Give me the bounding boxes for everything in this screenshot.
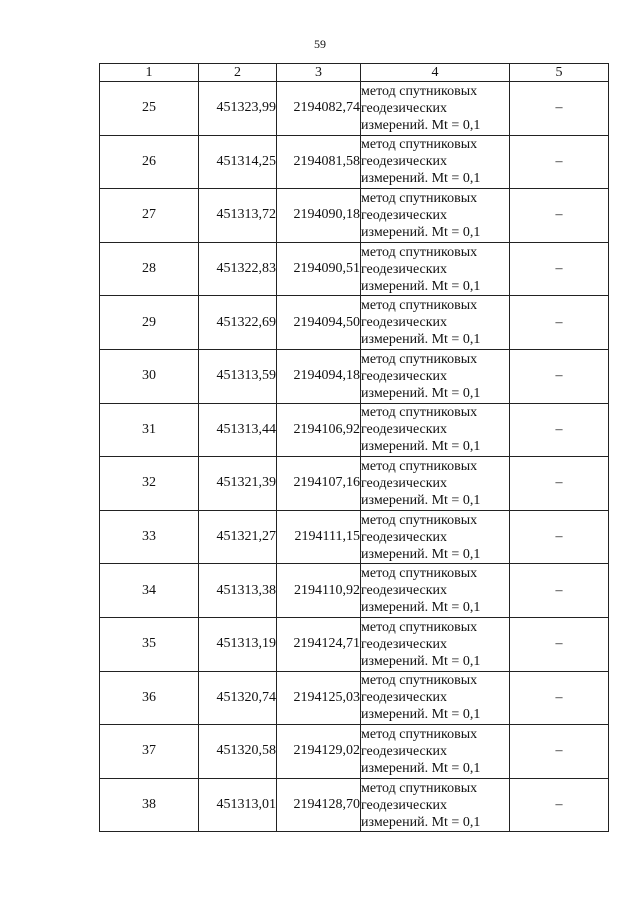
coordinate-x: 451322,69 bbox=[199, 296, 277, 350]
table-row bbox=[100, 82, 609, 136]
coordinate-y: 2194090,51 bbox=[277, 242, 361, 296]
method-line-3: измерений. Mt = 0,1 bbox=[361, 385, 481, 401]
method-line-1: метод спутниковых bbox=[361, 137, 478, 153]
method-cell bbox=[361, 296, 510, 350]
method-line-3: измерений. Mt = 0,1 bbox=[361, 117, 481, 133]
method-line-1: метод спутниковых bbox=[361, 458, 478, 474]
method-line-3: измерений. Mt = 0,1 bbox=[361, 707, 481, 723]
coordinate-x: 451321,39 bbox=[199, 457, 277, 511]
method-line-2: геодезических bbox=[361, 315, 448, 331]
method-cell bbox=[361, 725, 510, 779]
column-5-dash: – bbox=[510, 242, 609, 296]
method-line-3: измерений. Mt = 0,1 bbox=[361, 600, 481, 616]
table-row bbox=[100, 457, 609, 511]
table-row bbox=[100, 564, 609, 618]
method-line-2: геодезических bbox=[361, 475, 448, 491]
point-number: 26 bbox=[100, 135, 199, 189]
point-number: 34 bbox=[100, 564, 199, 618]
column-5-dash: – bbox=[510, 349, 609, 403]
coordinate-x: 451313,38 bbox=[199, 564, 277, 618]
method-line-1: метод спутниковых bbox=[361, 512, 478, 528]
method-line-1: метод спутниковых bbox=[361, 726, 478, 742]
method-line-2: геодезических bbox=[361, 368, 448, 384]
coordinate-x: 451323,99 bbox=[199, 82, 277, 136]
column-header-5: 5 bbox=[510, 64, 609, 82]
method-line-2: геодезических bbox=[361, 100, 448, 116]
point-number: 27 bbox=[100, 189, 199, 243]
column-5-dash: – bbox=[510, 82, 609, 136]
coordinate-y: 2194110,92 bbox=[277, 564, 361, 618]
method-line-1: метод спутниковых bbox=[361, 190, 478, 206]
table-row bbox=[100, 189, 609, 243]
method-line-1: метод спутниковых bbox=[361, 673, 478, 689]
method-cell bbox=[361, 135, 510, 189]
method-line-3: измерений. Mt = 0,1 bbox=[361, 653, 481, 669]
column-5-dash: – bbox=[510, 725, 609, 779]
coordinates-table bbox=[99, 63, 609, 832]
column-header-3: 3 bbox=[277, 64, 361, 82]
method-cell bbox=[361, 82, 510, 136]
column-5-dash: – bbox=[510, 403, 609, 457]
method-line-3: измерений. Mt = 0,1 bbox=[361, 814, 481, 830]
method-line-3: измерений. Mt = 0,1 bbox=[361, 439, 481, 455]
table-row bbox=[100, 242, 609, 296]
column-5-dash: – bbox=[510, 189, 609, 243]
point-number: 38 bbox=[100, 778, 199, 832]
method-cell bbox=[361, 403, 510, 457]
method-line-3: измерений. Mt = 0,1 bbox=[361, 332, 481, 348]
coordinate-x: 451313,59 bbox=[199, 349, 277, 403]
coordinate-x: 451320,74 bbox=[199, 671, 277, 725]
column-5-dash: – bbox=[510, 564, 609, 618]
coordinate-x: 451313,19 bbox=[199, 617, 277, 671]
point-number: 31 bbox=[100, 403, 199, 457]
coordinate-y: 2194094,50 bbox=[277, 296, 361, 350]
method-line-1: метод спутниковых bbox=[361, 83, 478, 99]
column-header-2: 2 bbox=[199, 64, 277, 82]
table-header-row bbox=[100, 64, 609, 82]
coordinate-x: 451320,58 bbox=[199, 725, 277, 779]
method-cell bbox=[361, 510, 510, 564]
method-cell bbox=[361, 457, 510, 511]
method-cell bbox=[361, 778, 510, 832]
column-5-dash: – bbox=[510, 510, 609, 564]
coordinate-y: 2194125,03 bbox=[277, 671, 361, 725]
column-5-dash: – bbox=[510, 617, 609, 671]
method-cell bbox=[361, 617, 510, 671]
coordinate-y: 2194106,92 bbox=[277, 403, 361, 457]
column-5-dash: – bbox=[510, 671, 609, 725]
column-header-4: 4 bbox=[361, 64, 510, 82]
method-line-2: геодезических bbox=[361, 797, 448, 813]
point-number: 25 bbox=[100, 82, 199, 136]
table-row bbox=[100, 510, 609, 564]
point-number: 33 bbox=[100, 510, 199, 564]
table-row bbox=[100, 617, 609, 671]
table-row bbox=[100, 296, 609, 350]
method-line-1: метод спутниковых bbox=[361, 405, 478, 421]
column-5-dash: – bbox=[510, 778, 609, 832]
method-line-2: геодезических bbox=[361, 636, 448, 652]
table-body bbox=[100, 82, 609, 832]
coordinate-x: 451313,72 bbox=[199, 189, 277, 243]
point-number: 28 bbox=[100, 242, 199, 296]
coordinate-y: 2194129,02 bbox=[277, 725, 361, 779]
column-header-1: 1 bbox=[100, 64, 199, 82]
table-row bbox=[100, 778, 609, 832]
coordinate-y: 2194082,74 bbox=[277, 82, 361, 136]
method-line-3: измерений. Mt = 0,1 bbox=[361, 171, 481, 187]
coordinate-y: 2194094,18 bbox=[277, 349, 361, 403]
column-5-dash: – bbox=[510, 135, 609, 189]
method-line-3: измерений. Mt = 0,1 bbox=[361, 278, 481, 294]
method-line-1: метод спутниковых bbox=[361, 298, 478, 314]
coordinate-y: 2194128,70 bbox=[277, 778, 361, 832]
coordinate-x: 451314,25 bbox=[199, 135, 277, 189]
coordinate-x: 451321,27 bbox=[199, 510, 277, 564]
method-line-1: метод спутниковых bbox=[361, 780, 478, 796]
point-number: 32 bbox=[100, 457, 199, 511]
coordinate-x: 451313,01 bbox=[199, 778, 277, 832]
coordinate-y: 2194090,18 bbox=[277, 189, 361, 243]
point-number: 36 bbox=[100, 671, 199, 725]
method-cell bbox=[361, 564, 510, 618]
method-line-3: измерений. Mt = 0,1 bbox=[361, 492, 481, 508]
method-cell bbox=[361, 349, 510, 403]
point-number: 30 bbox=[100, 349, 199, 403]
coordinate-y: 2194081,58 bbox=[277, 135, 361, 189]
method-line-2: геодезических bbox=[361, 583, 448, 599]
method-line-2: геодезических bbox=[361, 529, 448, 545]
point-number: 29 bbox=[100, 296, 199, 350]
point-number: 35 bbox=[100, 617, 199, 671]
method-line-1: метод спутниковых bbox=[361, 619, 478, 635]
method-line-2: геодезических bbox=[361, 261, 448, 277]
table-row bbox=[100, 671, 609, 725]
method-cell bbox=[361, 671, 510, 725]
coordinate-y: 2194107,16 bbox=[277, 457, 361, 511]
method-line-1: метод спутниковых bbox=[361, 566, 478, 582]
method-line-2: геодезических bbox=[361, 690, 448, 706]
method-line-3: измерений. Mt = 0,1 bbox=[361, 224, 481, 240]
coordinate-y: 2194111,15 bbox=[277, 510, 361, 564]
method-line-2: геодезических bbox=[361, 743, 448, 759]
method-line-1: метод спутниковых bbox=[361, 351, 478, 367]
method-line-3: измерений. Mt = 0,1 bbox=[361, 760, 481, 776]
coordinate-y: 2194124,71 bbox=[277, 617, 361, 671]
table-row bbox=[100, 135, 609, 189]
column-5-dash: – bbox=[510, 296, 609, 350]
method-line-2: геодезических bbox=[361, 207, 448, 223]
method-line-1: метод спутниковых bbox=[361, 244, 478, 260]
column-5-dash: – bbox=[510, 457, 609, 511]
coordinate-x: 451313,44 bbox=[199, 403, 277, 457]
method-cell bbox=[361, 242, 510, 296]
table-row bbox=[100, 403, 609, 457]
point-number: 37 bbox=[100, 725, 199, 779]
table-row bbox=[100, 349, 609, 403]
method-line-2: геодезических bbox=[361, 422, 448, 438]
method-line-2: геодезических bbox=[361, 154, 448, 170]
method-cell bbox=[361, 189, 510, 243]
table-row bbox=[100, 725, 609, 779]
method-line-3: измерений. Mt = 0,1 bbox=[361, 546, 481, 562]
coordinate-x: 451322,83 bbox=[199, 242, 277, 296]
page-number: 59 bbox=[314, 37, 326, 51]
